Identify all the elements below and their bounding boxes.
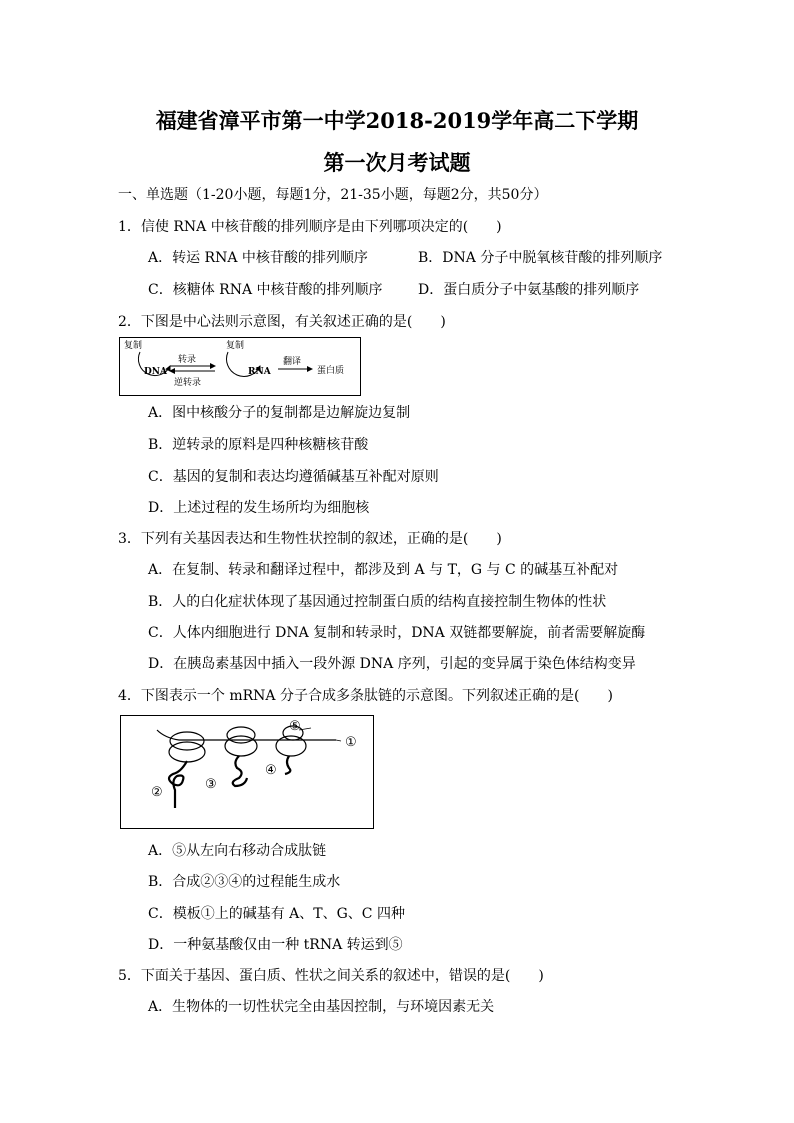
q2-option-d: D．上述过程的发生场所均为细胞核 [148, 500, 370, 516]
title-line-2: 第一次月考试题 [323, 150, 471, 175]
q2-option-c: C．基因的复制和表达均遵循碱基互补配对原则 [148, 469, 439, 485]
peptide-chain-3 [233, 756, 247, 786]
q3-option-d: D．在胰岛素基因中插入一段外源 DNA 序列，引起的变异属于染色体结构变异 [148, 656, 636, 672]
q2-option-b: B．逆转录的原料是四种核糖核苷酸 [148, 437, 369, 453]
q3-option-b: B．人的白化症状体现了基因通过控制蛋白质的结构直接控制生物体的性状 [148, 594, 607, 610]
polyribosome-figure [120, 715, 374, 829]
peptide-chain-4 [285, 756, 290, 774]
q4-option-b: B．合成②③④的过程能生成水 [148, 874, 341, 890]
rna-label: RNA [248, 367, 271, 377]
label-4: ④ [265, 763, 277, 778]
translation-label: 翻译 [283, 357, 302, 367]
label-5: ⑤ [289, 719, 301, 734]
q3-stem: 3．下列有关基因表达和生物性状控制的叙述，正确的是( ) [118, 531, 502, 547]
ribosome-1 [170, 732, 204, 750]
copy-label-1: 复制 [124, 341, 143, 351]
q1-option-d: D．蛋白质分子中氨基酸的排列顺序 [418, 282, 640, 298]
protein-label: 蛋白质 [317, 366, 345, 376]
q4-stem: 4．下图表示一个 mRNA 分子合成多条肽链的示意图。下列叙述正确的是( ) [118, 688, 613, 704]
q2-stem: 2．下图是中心法则示意图，有关叙述正确的是( ) [118, 314, 446, 330]
transcription-label: 转录 [178, 355, 197, 365]
q5-option-a: A．生物体的一切性状完全由基因控制，与环境因素无关 [148, 999, 495, 1015]
reverse-transcription-label: 逆转录 [174, 378, 202, 388]
q4-option-d: D．一种氨基酸仅由一种 tRNA 转运到⑤ [148, 937, 403, 953]
q4-option-c: C．模板①上的碱基有 A、T、G、C 四种 [148, 906, 405, 922]
q1-option-b: B．DNA 分子中脱氧核苷酸的排列顺序 [418, 250, 663, 266]
section-heading: 一、单选题（1-20小题，每题1分，21-35小题，每题2分，共50分） [118, 187, 548, 203]
label-2: ② [151, 785, 163, 800]
q2-option-a: A．图中核酸分子的复制都是边解旋边复制 [148, 405, 411, 421]
mrna-strand [157, 730, 336, 740]
central-dogma-figure [119, 337, 361, 396]
label-1: ① [345, 735, 357, 750]
copy-label-2: 复制 [226, 341, 245, 351]
q5-stem: 5．下面关于基因、蛋白质、性状之间关系的叙述中，错误的是( ) [118, 968, 544, 984]
q1-option-a: A．转运 RNA 中核苷酸的排列顺序 [148, 250, 368, 266]
peptide-chain-2 [169, 761, 187, 808]
title-line-1: 福建省漳平市第一中学2018-2019学年高二下学期 [155, 108, 639, 133]
dna-label: DNA [144, 367, 168, 377]
q3-option-a: A．在复制、转录和翻译过程中，都涉及到 A 与 T，G 与 C 的碱基互补配对 [148, 562, 619, 578]
q1-option-c: C．核糖体 RNA 中核苷酸的排列顺序 [148, 282, 383, 298]
q1-stem: 1．信使 RNA 中核苷酸的排列顺序是由下列哪项决定的( ) [118, 219, 502, 235]
label-3: ③ [205, 777, 217, 792]
q3-option-c: C．人体内细胞进行 DNA 复制和转录时，DNA 双链都要解旋，前者需要解旋酶 [148, 625, 646, 641]
q4-option-a: A．⑤从左向右移动合成肽链 [148, 843, 327, 859]
